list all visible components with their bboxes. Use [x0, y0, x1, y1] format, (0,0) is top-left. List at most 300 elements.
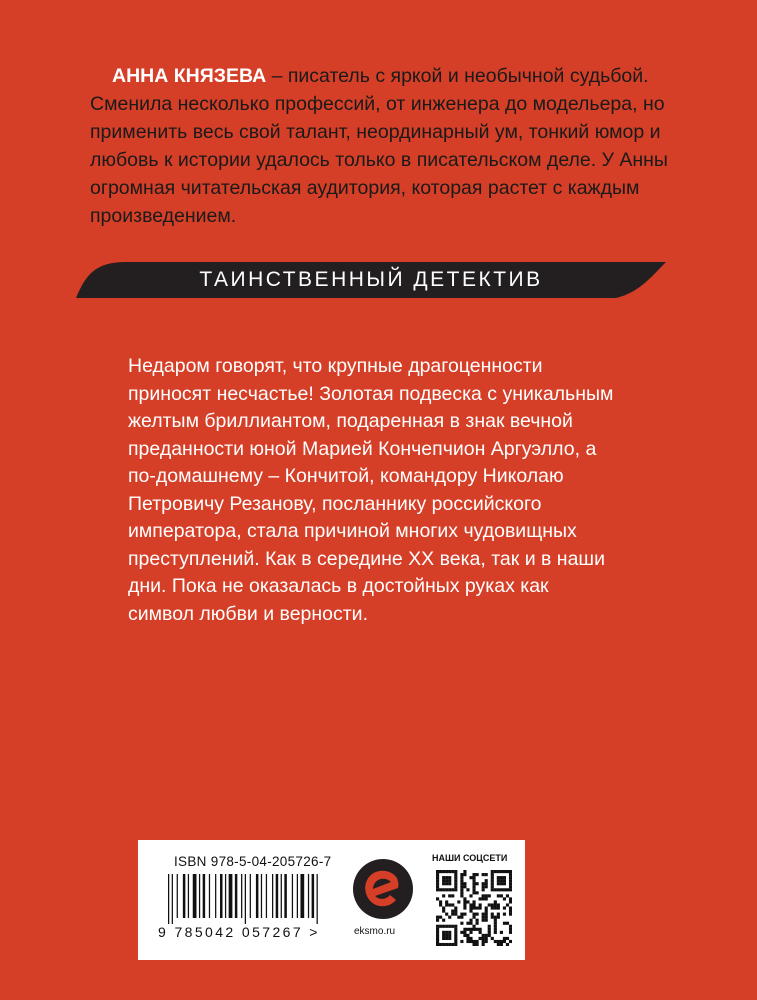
qr-module: [482, 919, 485, 922]
qr-module: [442, 919, 445, 922]
barcode-bar: [317, 874, 318, 924]
barcode-bar: [225, 874, 226, 918]
barcode-bar: [297, 874, 298, 918]
qr-module: [476, 919, 479, 922]
qr-module: [509, 873, 512, 876]
qr-module: [436, 943, 439, 946]
qr-module: [463, 882, 466, 885]
qr-module: [500, 888, 503, 891]
qr-module: [451, 888, 454, 891]
qr-module: [479, 897, 482, 900]
qr-module: [451, 913, 454, 916]
qr-module: [479, 937, 482, 940]
qr-module: [503, 870, 506, 873]
qr-module: [479, 931, 482, 934]
qr-module: [491, 885, 494, 888]
qr-module: [469, 931, 472, 934]
qr-module: [509, 897, 512, 900]
qr-module: [448, 931, 451, 934]
author-bio: [90, 62, 690, 230]
qr-module: [488, 894, 491, 897]
qr-module: [491, 888, 494, 891]
barcode-bar: [276, 874, 279, 918]
qr-module: [454, 943, 457, 946]
qr-module: [509, 882, 512, 885]
qr-module: [497, 876, 500, 879]
qr-module: [469, 910, 472, 913]
qr-module: [442, 937, 445, 940]
qr-module: [445, 931, 448, 934]
qr-module: [497, 870, 500, 873]
qr-module: [491, 906, 494, 909]
qr-module: [466, 934, 469, 937]
qr-module: [436, 885, 439, 888]
qr-module: [445, 888, 448, 891]
qr-module: [463, 903, 466, 906]
qr-module: [506, 888, 509, 891]
qr-module: [442, 925, 445, 928]
qr-module: [491, 903, 494, 906]
qr-module: [482, 943, 485, 946]
barcode-bar: [292, 874, 293, 918]
qr-module: [503, 888, 506, 891]
qr-module: [476, 873, 479, 876]
qr-module: [436, 928, 439, 931]
qr-module: [445, 913, 448, 916]
qr-module: [454, 879, 457, 882]
qr-module: [479, 906, 482, 909]
qr-module: [497, 888, 500, 891]
qr-module: [448, 882, 451, 885]
barcode-bar: [193, 874, 197, 918]
author-name: АННА КНЯЗЕВА: [112, 65, 267, 87]
qr-module: [439, 943, 442, 946]
qr-module: [509, 870, 512, 873]
series-banner: [76, 262, 666, 298]
qr-module: [503, 906, 506, 909]
qr-module: [506, 922, 509, 925]
qr-module: [497, 940, 500, 943]
qr-module: [503, 879, 506, 882]
qr-module: [506, 943, 509, 946]
qr-module: [503, 922, 506, 925]
qr-module: [460, 882, 463, 885]
qr-module: [500, 931, 503, 934]
barcode-bar: [183, 874, 186, 918]
qr-module: [476, 940, 479, 943]
barcode-bar: [266, 874, 267, 918]
barcode-bar: [284, 874, 287, 918]
qr-module: [448, 903, 451, 906]
qr-module: [506, 870, 509, 873]
qr-module: [482, 937, 485, 940]
qr-module: [454, 888, 457, 891]
qr-module: [506, 903, 509, 906]
qr-module: [442, 906, 445, 909]
qr-module: [436, 879, 439, 882]
qr-module: [463, 873, 466, 876]
qr-module: [451, 894, 454, 897]
qr-module: [445, 870, 448, 873]
qr-module: [472, 891, 475, 894]
qr-module: [500, 876, 503, 879]
qr-module: [472, 876, 475, 879]
barcode-bar: [308, 874, 309, 918]
qr-module: [503, 876, 506, 879]
qr-module: [482, 897, 485, 900]
barcode-bar: [300, 874, 304, 918]
qr-module: [485, 937, 488, 940]
series-banner-label: ТАИНСТВЕННЫЙ ДЕТЕКТИВ: [199, 268, 543, 291]
qr-module: [460, 931, 463, 934]
qr-module: [503, 913, 506, 916]
qr-module: [494, 900, 497, 903]
qr-module: [497, 916, 500, 919]
qr-module: [454, 934, 457, 937]
qr-module: [476, 882, 479, 885]
qr-module: [469, 903, 472, 906]
qr-module: [500, 894, 503, 897]
qr-module: [469, 922, 472, 925]
qr-module: [448, 888, 451, 891]
qr-module: [491, 937, 494, 940]
barcode-bar: [229, 874, 233, 918]
qr-module: [454, 885, 457, 888]
qr-module: [442, 870, 445, 873]
qr-module: [469, 876, 472, 879]
qr-module: [485, 916, 488, 919]
qr-module: [460, 873, 463, 876]
qr-module: [485, 885, 488, 888]
qr-module: [469, 894, 472, 897]
qr-module: [497, 906, 500, 909]
qr-module: [445, 943, 448, 946]
barcode-bar: [188, 874, 189, 918]
barcode-bar: [172, 874, 173, 924]
qr-module: [442, 931, 445, 934]
qr-module: [472, 906, 475, 909]
qr-module: [460, 922, 463, 925]
qr-module: [479, 928, 482, 931]
qr-module: [482, 934, 485, 937]
qr-module: [439, 925, 442, 928]
qr-module: [466, 900, 469, 903]
social-label: НАШИ СОЦСЕТИ: [432, 853, 508, 863]
qr-module: [503, 940, 506, 943]
qr-module: [439, 916, 442, 919]
qr-module: [491, 913, 494, 916]
qr-module: [485, 934, 488, 937]
qr-module: [482, 885, 485, 888]
qr-module: [469, 906, 472, 909]
qr-module: [460, 916, 463, 919]
qr-module: [445, 882, 448, 885]
qr-module: [509, 928, 512, 931]
qr-module: [457, 900, 460, 903]
qr-module: [451, 910, 454, 913]
qr-module: [463, 885, 466, 888]
qr-module: [442, 876, 445, 879]
qr-module: [442, 879, 445, 882]
qr-module: [463, 900, 466, 903]
barcode-bar: [235, 874, 238, 918]
qr-module: [472, 928, 475, 931]
info-box: [138, 840, 525, 960]
qr-module: [485, 873, 488, 876]
qr-module: [509, 910, 512, 913]
qr-module: [476, 943, 479, 946]
qr-module: [494, 928, 497, 931]
qr-module: [454, 873, 457, 876]
qr-module: [494, 925, 497, 928]
qr-module: [466, 922, 469, 925]
qr-module: [454, 876, 457, 879]
qr-module: [439, 900, 442, 903]
qr-module: [472, 879, 475, 882]
qr-module: [500, 943, 503, 946]
qr-module: [509, 931, 512, 934]
qr-module: [482, 873, 485, 876]
qr-module: [436, 882, 439, 885]
qr-module: [491, 879, 494, 882]
qr-module: [488, 925, 491, 928]
qr-module: [485, 910, 488, 913]
qr-module: [463, 934, 466, 937]
qr-module: [491, 876, 494, 879]
qr-code-icon: [436, 870, 512, 946]
qr-module: [442, 910, 445, 913]
qr-module: [500, 882, 503, 885]
qr-module: [448, 876, 451, 879]
qr-module: [509, 913, 512, 916]
qr-module: [509, 876, 512, 879]
qr-module: [494, 870, 497, 873]
barcode-bar: [245, 874, 246, 924]
qr-module: [488, 931, 491, 934]
qr-module: [476, 913, 479, 916]
qr-module: [469, 919, 472, 922]
qr-module: [451, 925, 454, 928]
qr-module: [460, 894, 463, 897]
qr-module: [497, 894, 500, 897]
qr-module: [460, 940, 463, 943]
qr-module: [494, 940, 497, 943]
qr-module: [472, 940, 475, 943]
qr-module: [494, 888, 497, 891]
qr-module: [454, 910, 457, 913]
qr-module: [448, 879, 451, 882]
qr-module: [491, 870, 494, 873]
qr-module: [472, 943, 475, 946]
qr-module: [445, 876, 448, 879]
qr-module: [454, 928, 457, 931]
qr-module: [503, 882, 506, 885]
qr-module: [439, 870, 442, 873]
qr-module: [482, 882, 485, 885]
qr-module: [482, 888, 485, 891]
qr-module: [509, 900, 512, 903]
qr-module: [509, 879, 512, 882]
qr-module: [494, 922, 497, 925]
qr-module: [436, 870, 439, 873]
qr-module: [445, 937, 448, 940]
qr-module: [445, 879, 448, 882]
qr-module: [469, 928, 472, 931]
barcode-bar: [177, 874, 178, 918]
qr-module: [442, 888, 445, 891]
qr-module: [436, 897, 439, 900]
qr-module: [445, 900, 448, 903]
qr-module: [500, 940, 503, 943]
qr-module: [445, 903, 448, 906]
qr-module: [442, 894, 445, 897]
qr-module: [466, 888, 469, 891]
qr-module: [454, 913, 457, 916]
qr-module: [466, 937, 469, 940]
qr-module: [497, 882, 500, 885]
qr-module: [451, 870, 454, 873]
qr-module: [485, 897, 488, 900]
barcode-bar: [241, 874, 242, 918]
qr-module: [463, 913, 466, 916]
qr-module: [448, 934, 451, 937]
qr-module: [454, 906, 457, 909]
qr-module: [485, 913, 488, 916]
qr-module: [460, 876, 463, 879]
qr-module: [448, 943, 451, 946]
qr-module: [472, 916, 475, 919]
qr-module: [476, 922, 479, 925]
qr-module: [436, 940, 439, 943]
qr-module: [436, 876, 439, 879]
barcode-bar: [203, 874, 206, 918]
qr-module: [451, 903, 454, 906]
qr-module: [472, 873, 475, 876]
qr-module: [485, 919, 488, 922]
qr-module: [488, 934, 491, 937]
qr-module: [439, 888, 442, 891]
qr-module: [451, 943, 454, 946]
qr-module: [448, 894, 451, 897]
qr-module: [485, 906, 488, 909]
qr-module: [500, 870, 503, 873]
qr-module: [482, 913, 485, 916]
qr-module: [482, 940, 485, 943]
qr-module: [454, 882, 457, 885]
qr-module: [436, 931, 439, 934]
qr-module: [494, 906, 497, 909]
qr-module: [454, 870, 457, 873]
qr-module: [494, 916, 497, 919]
qr-module: [469, 940, 472, 943]
qr-module: [485, 894, 488, 897]
qr-module: [448, 916, 451, 919]
qr-module: [472, 882, 475, 885]
qr-module: [436, 919, 439, 922]
qr-module: [509, 925, 512, 928]
barcode-bar: [199, 874, 200, 918]
qr-module: [463, 931, 466, 934]
qr-module: [497, 913, 500, 916]
qr-module: [485, 879, 488, 882]
barcode-bar: [256, 874, 259, 918]
qr-module: [454, 931, 457, 934]
qr-module: [454, 925, 457, 928]
qr-module: [497, 879, 500, 882]
qr-module: [506, 937, 509, 940]
qr-module: [491, 873, 494, 876]
qr-module: [472, 925, 475, 928]
qr-module: [479, 903, 482, 906]
qr-module: [460, 913, 463, 916]
publisher-url: eksmo.ru: [354, 926, 396, 937]
qr-module: [482, 894, 485, 897]
qr-module: [436, 937, 439, 940]
qr-module: [476, 928, 479, 931]
qr-module: [494, 919, 497, 922]
qr-module: [463, 870, 466, 873]
author-bio-text: – писатель с яркой и необычной судьбой. Сменила несколько профессий, от инженера до модельера, но применить весь свой талант, неординарный ум, тонкий юмор и любовь к истории удалось только в писательском деле. У Анны огромная читательская аудитория, которая растет с каждым произведением.: [90, 65, 668, 227]
qr-module: [454, 940, 457, 943]
publisher-logo-icon: [352, 858, 414, 920]
barcode-bar: [261, 874, 262, 918]
qr-module: [436, 925, 439, 928]
qr-module: [460, 891, 463, 894]
qr-module: [460, 888, 463, 891]
qr-module: [439, 903, 442, 906]
qr-module: [485, 882, 488, 885]
qr-module: [436, 916, 439, 919]
isbn-text: ISBN 978-5-04-205726-7: [174, 854, 332, 869]
book-annotation: Недаром говорят, что крупные драгоценности приносят несчастье! Золотая подвеска с уникальным желтым бриллиантом, подаренная в знак вечной преданности юной Марией Кончепчион Аргуэлло, а по-домашнему – Кончитой, командору Николаю Петровичу Резанову, посланнику российского императора, стала причиной многих чудовищных преступлений. Как в середине XX века, так и в наши дни. Пока не оказалась в достойных руках как символ любви и верности.: [128, 355, 614, 625]
qr-module: [454, 937, 457, 940]
qr-module: [509, 940, 512, 943]
qr-module: [509, 885, 512, 888]
qr-module: [503, 937, 506, 940]
barcode-bar: [215, 874, 216, 918]
barcode-bar: [168, 874, 169, 924]
qr-module: [488, 903, 491, 906]
barcode-digits: 9 785042 057267 >: [158, 924, 320, 940]
qr-module: [436, 888, 439, 891]
qr-module: [472, 903, 475, 906]
qr-module: [494, 903, 497, 906]
qr-module: [436, 873, 439, 876]
qr-module: [445, 925, 448, 928]
barcode-bar: [281, 874, 282, 918]
qr-module: [460, 879, 463, 882]
qr-module: [497, 903, 500, 906]
qr-module: [482, 916, 485, 919]
barcode: [168, 874, 338, 924]
qr-module: [476, 906, 479, 909]
qr-module: [442, 882, 445, 885]
qr-module: [500, 879, 503, 882]
qr-module: [466, 928, 469, 931]
qr-module: [460, 885, 463, 888]
qr-module: [469, 937, 472, 940]
qr-module: [442, 934, 445, 937]
qr-module: [445, 934, 448, 937]
qr-module: [448, 937, 451, 940]
qr-module: [506, 894, 509, 897]
qr-module: [491, 882, 494, 885]
barcode-bar: [220, 874, 223, 918]
qr-module: [509, 888, 512, 891]
qr-module: [472, 900, 475, 903]
qr-module: [491, 916, 494, 919]
qr-module: [488, 928, 491, 931]
